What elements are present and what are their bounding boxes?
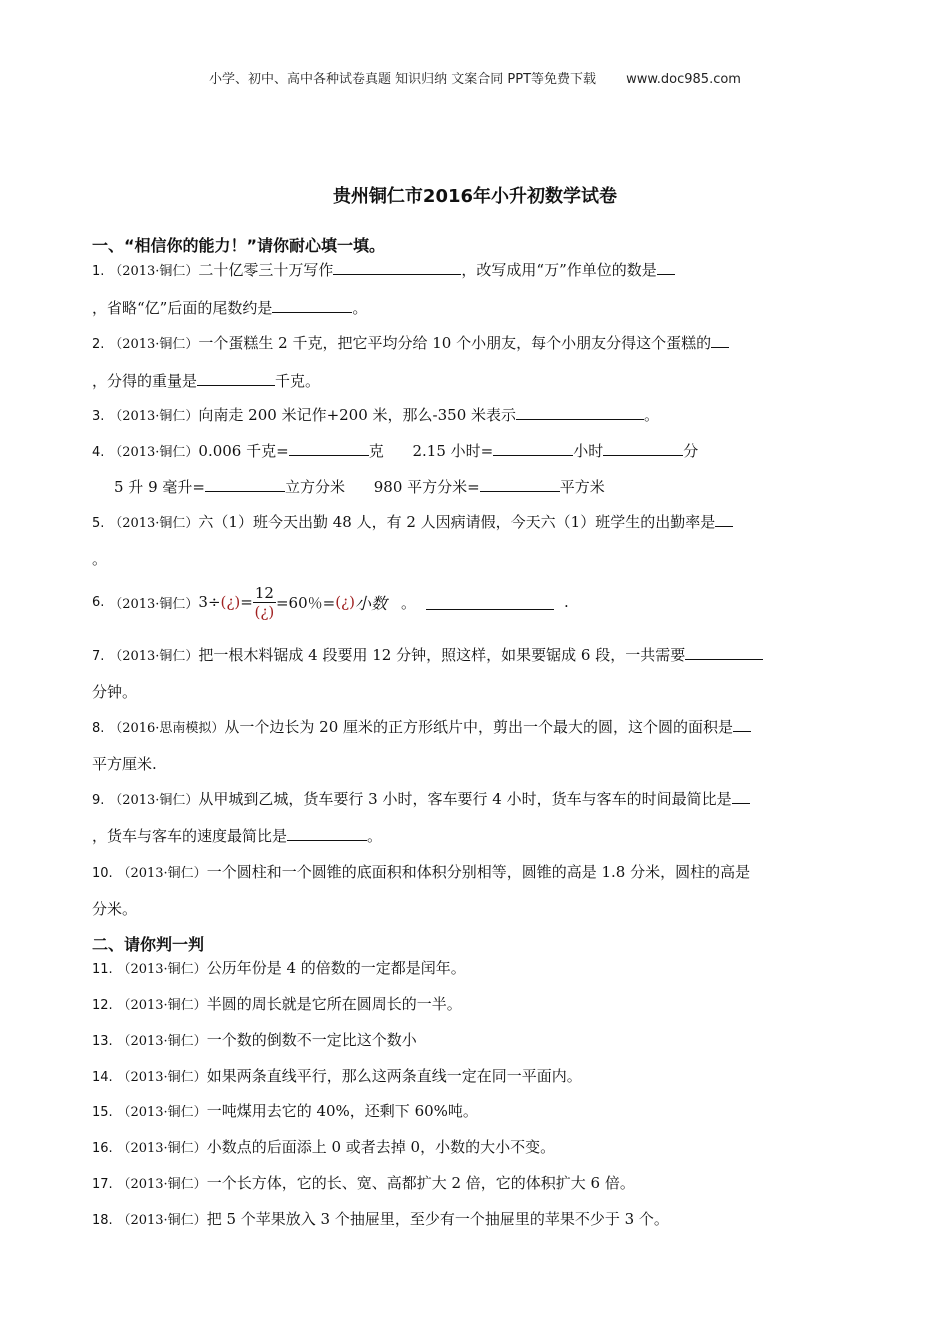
question-18: 18. （2013·铜仁）把 5 个苹果放入 3 个抽屉里，至少有一个抽屉里的苹果不少于 3 个。 [92, 1210, 669, 1228]
answer-blank[interactable] [480, 476, 560, 492]
answer-blank[interactable] [493, 440, 573, 456]
answer-blank[interactable] [272, 297, 352, 313]
question-4: 4. （2013·铜仁）0.006 千克= 克 2.15 小时= 小时 分 [92, 442, 699, 460]
question-3: 3. （2013·铜仁）向南走 200 米记作+200 米，那么-350 米表示 。 [92, 406, 660, 424]
question-2-cont: ，分得的重量是 千克。 [92, 372, 321, 390]
answer-blank[interactable] [426, 594, 554, 610]
header-url[interactable]: www.doc985.com [626, 72, 741, 87]
section-judge-heading: 二、请你判一判 [92, 935, 205, 954]
question-17: 17. （2013·铜仁）一个长方体，它的长、宽、高都扩大 2 倍，它的体积扩大 6 倍。 [92, 1174, 635, 1192]
question-4-cont: 5 升 9 毫升= 立方分米 980 平方分米= 平方米 [114, 478, 605, 496]
answer-blank[interactable] [657, 259, 675, 275]
answer-blank[interactable] [197, 370, 275, 386]
question-11: 11. （2013·铜仁）公历年份是 4 的倍数的一定都是闰年。 [92, 959, 466, 977]
answer-blank[interactable] [289, 440, 369, 456]
blank-paren[interactable]: (¿) [220, 593, 241, 611]
page-header [0, 68, 950, 87]
answer-blank[interactable] [516, 404, 644, 420]
question-10-cont: 分米。 [92, 900, 138, 918]
question-7-cont: 分钟。 [92, 683, 138, 701]
question-8: 8. （2016·思南模拟）从一个边长为 20 厘米的正方形纸片中，剪出一个最大的圆，这个圆的面积是 [92, 716, 751, 737]
answer-blank[interactable] [205, 476, 285, 492]
question-1-cont: ，省略“亿”后面的尾数约是 。 [92, 299, 368, 317]
answer-blank[interactable] [333, 259, 461, 275]
question-16: 16. （2013·铜仁）小数点的后面添上 0 或者去掉 0，小数的大小不变。 [92, 1138, 556, 1156]
question-9-cont: ，货车与客车的速度最简比是 。 [92, 827, 383, 845]
question-13: 13. （2013·铜仁）一个数的倒数不一定比这个数小 [92, 1031, 417, 1049]
answer-blank[interactable] [685, 644, 763, 660]
fraction: $\frac{12}{(¿)}$ [254, 583, 275, 621]
header-text: 小学、初中、高中各种试卷真题 知识归纳 文案合同 PPT等免费下载 [209, 72, 597, 87]
question-14: 14. （2013·铜仁）如果两条直线平行，那么这两条直线一定在同一平面内。 [92, 1067, 582, 1085]
question-1: 1. （2013·铜仁）二十亿零三十万写作 ，改写成用“万”作单位的数是 [92, 259, 675, 280]
question-15: 15. （2013·铜仁）一吨煤用去它的 40%，还剩下 60%吨。 [92, 1102, 478, 1120]
question-7: 7. （2013·铜仁）把一根木料锯成 4 段要用 12 分钟，照这样，如果要锯成 6 段，一共需要 [92, 644, 763, 665]
question-8-cont: 平方厘米. [92, 755, 157, 773]
blank-paren[interactable]: (¿) [335, 593, 355, 611]
question-5: 5. （2013·铜仁）六（1）班今天出勤 48 人，有 2 人因病请假，今天六（1）班学生的出勤率是 [92, 511, 733, 532]
page-title: 贵州铜仁市2016年小升初数学试卷 [332, 186, 618, 207]
answer-blank[interactable] [287, 825, 367, 841]
question-6: 6. （2013·铜仁） 3÷ (¿) = $\frac{12}{(¿)}$ =60％= (¿) 小数 。 . [92, 583, 569, 621]
section-fill-heading: 一、“相信你的能力！”请你耐心填一填。 [92, 236, 386, 255]
answer-blank[interactable] [715, 511, 733, 527]
answer-blank[interactable] [732, 788, 750, 804]
question-2: 2. （2013·铜仁）一个蛋糕生 2 千克，把它平均分给 10 个小朋友，每个小朋友分得这个蛋糕的 [92, 332, 729, 353]
question-10: 10. （2013·铜仁）一个圆柱和一个圆锥的底面积和体积分别相等，圆锥的高是 1.8 分米，圆柱的高是 [92, 863, 751, 881]
question-9: 9. （2013·铜仁）从甲城到乙城，货车要行 3 小时，客车要行 4 小时，货车与客车的时间最简比是 [92, 788, 750, 809]
question-12: 12. （2013·铜仁）半圆的周长就是它所在圆周长的一半。 [92, 995, 462, 1013]
answer-blank[interactable] [733, 716, 751, 732]
answer-blank[interactable] [603, 440, 683, 456]
answer-blank[interactable] [711, 332, 729, 348]
question-5-cont: 。 [92, 550, 108, 568]
